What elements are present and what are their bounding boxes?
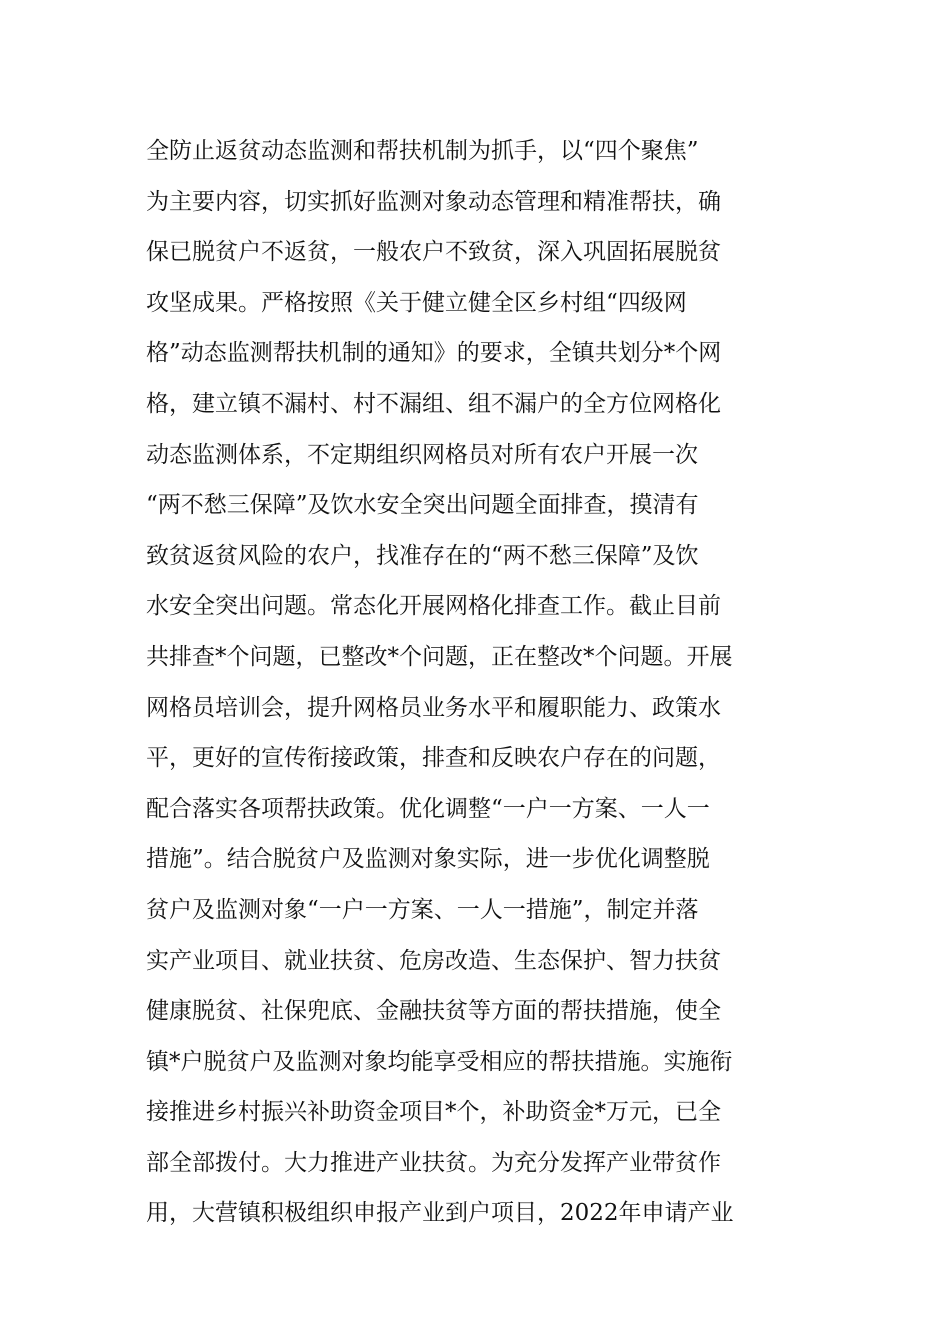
text-line: 致贫返贫风险的农户，找准存在的“两不愁三保障”及饮 xyxy=(146,542,699,569)
text-line: 部全部拨付。大力推进产业扶贫。为充分发挥产业带贫作 xyxy=(146,1149,721,1176)
text-line: 水安全突出问题。常态化开展网格化排查工作。截止目前 xyxy=(146,593,721,620)
text-line: 格，建立镇不漏村、村不漏组、组不漏户的全方位网格化 xyxy=(146,390,721,417)
text-line: 格”动态监测帮扶机制的通知》的要求，全镇共划分*个网 xyxy=(146,340,722,367)
text-line: 平，更好的宣传衔接政策，排查和反映农户存在的问题， xyxy=(146,745,721,772)
text-line: 为主要内容，切实抓好监测对象动态管理和精准帮扶，确 xyxy=(146,188,721,215)
text-line: 实产业项目、就业扶贫、危房改造、生态保护、智力扶贫 xyxy=(146,947,721,974)
text-line: 攻坚成果。严格按照《关于健立健全区乡村组“四级网 xyxy=(146,289,687,316)
text-line: “两不愁三保障”及饮水安全突出问题全面排查，摸清有 xyxy=(146,492,699,519)
text-line: 贫户及监测对象“一户一方案、一人一措施”，制定并落 xyxy=(146,896,699,923)
text-line: 措施”。结合脱贫户及监测对象实际，进一步优化调整脱 xyxy=(146,846,710,873)
text-line: 全防止返贫动态监测和帮扶机制为抓手，以“四个聚焦” xyxy=(146,138,699,164)
text-line: 共排查*个问题，已整改*个问题，正在整改*个问题。开展 xyxy=(146,643,733,670)
body-paragraph xyxy=(146,126,826,1239)
text-line: 镇*户脱贫户及监测对象均能享受相应的帮扶措施。实施衔 xyxy=(146,1048,733,1075)
text-line: 动态监测体系，不定期组织网格员对所有农户开展一次 xyxy=(146,441,698,468)
text-line: 用，大营镇积极组织申报产业到户项目，2022年申请产业 xyxy=(146,1200,734,1227)
text-line: 网格员培训会，提升网格员业务水平和履职能力、政策水 xyxy=(146,694,721,721)
text-line: 配合落实各项帮扶政策。优化调整“一户一方案、一人一 xyxy=(146,795,710,822)
text-line: 健康脱贫、社保兜底、金融扶贫等方面的帮扶措施，使全 xyxy=(146,998,721,1025)
text-line: 接推进乡村振兴补助资金项目*个，补助资金*万元，已全 xyxy=(146,1099,721,1126)
text-line: 保已脱贫户不返贫，一般农户不致贫，深入巩固拓展脱贫 xyxy=(146,239,721,266)
